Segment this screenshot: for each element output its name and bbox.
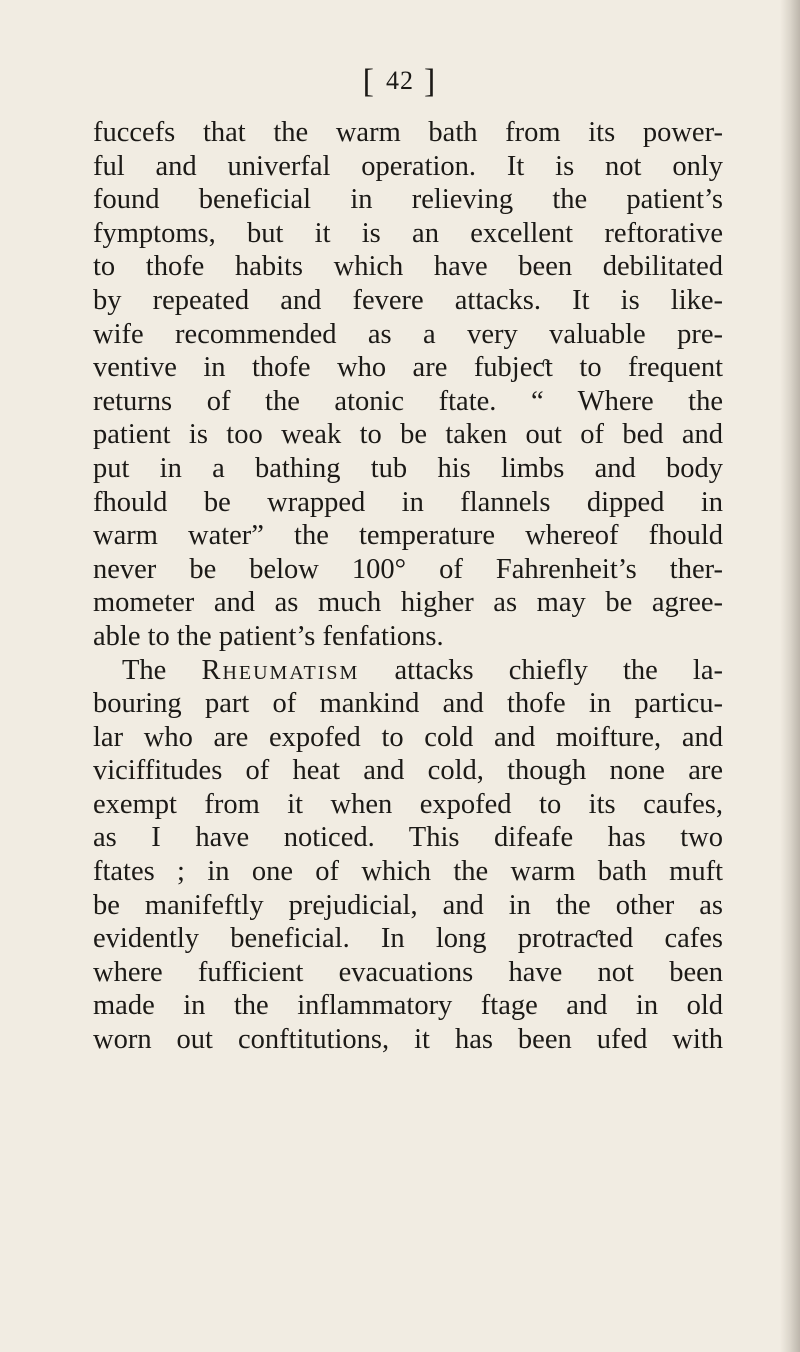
text-line: as I have noticed. This difeafe has two [93, 822, 723, 854]
text-line: put in a bathing tub his limbs and body [93, 452, 723, 484]
text-line: fymptoms, but it is an excellent reftorative [93, 217, 723, 249]
text-line: bouring part of mankind and thofe in particu- [93, 688, 723, 720]
text-line: fuccefs that the warm bath from its power- [93, 117, 723, 148]
text-line: lar who are expofed to cold and moifture, and [93, 721, 723, 753]
text-line: made in the inflammatory ftage and in old [93, 990, 723, 1022]
text-line: wife recommended as a very valuable pre- [93, 318, 723, 350]
page-number-close-bracket: ] [424, 63, 438, 100]
text-line: ful and univerfal operation. It is not only [93, 150, 723, 182]
paragraph-first-line-start: The [122, 654, 202, 686]
text-line: viciffitudes of heat and cold, though none are [93, 755, 723, 787]
text-line: to thofe habits which have been debilitated [93, 251, 723, 283]
page-number-value: 42 [386, 66, 414, 95]
text-line: be manifeftly prejudicial, and in the other as [93, 889, 723, 921]
text-line: returns of the atonic ftate. “ Where the [93, 385, 723, 417]
text-line: warm water” the temperature whereof fhould [93, 520, 723, 552]
text-line: patient is too weak to be taken out of bed and [93, 419, 723, 451]
text-line: found beneficial in relieving the patient’s [93, 184, 723, 216]
small-caps-term: Rheumatism [201, 654, 360, 686]
page-number [0, 62, 800, 104]
paragraph-first-line [93, 654, 723, 688]
text-line: evidently beneficial. In long protraƈted cafes [93, 923, 723, 955]
text-line: ftates ; in one of which the warm bath muft [93, 856, 723, 888]
text-line: by repeated and fevere attacks. It is like- [93, 284, 723, 316]
text-line: where fufficient evacuations have not been [93, 956, 723, 988]
text-line: mometer and as much higher as may be agree- [93, 587, 723, 619]
text-line: fhould be wrapped in flannels dipped in [93, 486, 723, 518]
page-number-open-bracket: [ [362, 63, 376, 100]
text-line: exempt from it when expofed to its caufes, [93, 788, 723, 820]
text-line: never be below 100° of Fahrenheit’s ther- [93, 553, 723, 585]
text-line: worn out conftitutions, it has been ufed with [93, 1024, 723, 1056]
body-text [93, 116, 723, 1057]
text-line: ventive in thofe who are fubjeƈt to frequent [93, 352, 723, 384]
paragraph-first-line-end: attacks chiefly the la- [359, 654, 723, 686]
text-line: able to the patient’s fenfations. [93, 620, 444, 652]
